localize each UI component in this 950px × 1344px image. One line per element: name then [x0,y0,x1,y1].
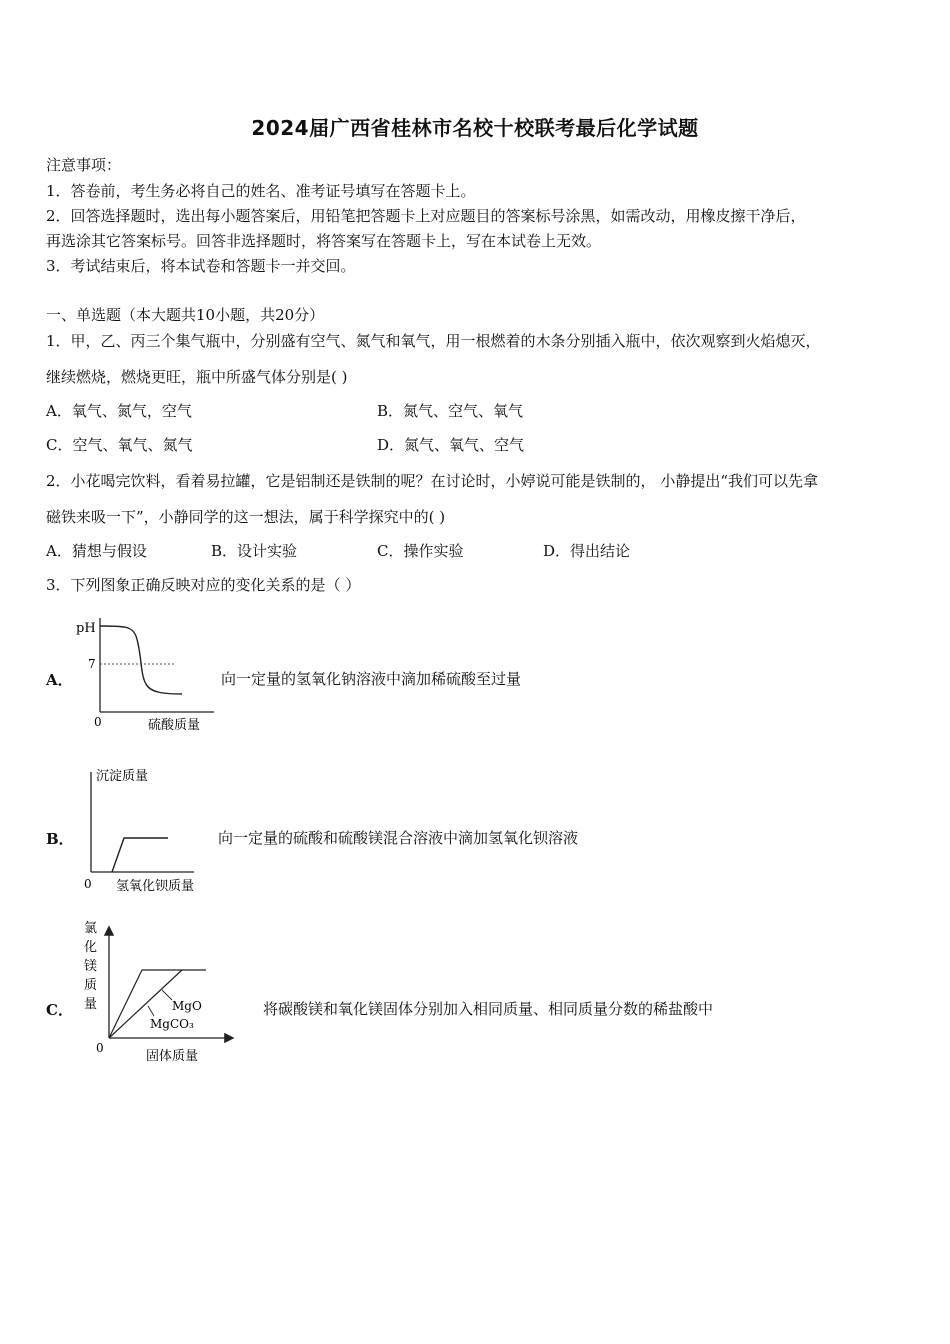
q3-option-c-label: C． [46,1001,73,1019]
mgo-label: MgO [172,999,202,1013]
notice-item-1: 1．答卷前，考生务必将自己的姓名、准考证号填写在答题卡上。 [46,182,476,200]
precipitate-curve [112,838,168,872]
q3-option-a-graph [74,612,224,737]
q3-option-a-label: A． [46,671,73,689]
q2-option-b: B．设计实验 [211,542,298,560]
q1-option-d: D．氮气、氧气、空气 [377,436,525,454]
origin-label: 0 [94,715,102,729]
q3-option-b-label: B． [46,830,74,848]
q1-option-c: C．空气、氧气、氮气 [46,436,193,454]
ph7-tick-label: 7 [88,657,96,671]
y-axis-label-4: 质 [84,978,98,993]
q2-stem-line2: 磁铁来吸一下”，小静同学的这一想法，属于科学探究中的( ) [46,508,446,526]
q3-stem: 3．下列图象正确反映对应的变化关系的是（ ） [46,576,361,594]
ph-curve [100,626,182,694]
y-axis-label: pH [76,621,96,636]
q3-option-a-desc: 向一定量的氢氧化钠溶液中滴加稀硫酸至过量 [221,670,522,688]
notice-item-3: 3．考试结束后，将本试卷和答题卡一并交回。 [46,257,356,275]
q1-option-b: B．氮气、空气、氧气 [377,402,524,420]
y-axis-label-1: 氯 [84,921,98,936]
page-title: 2024届广西省桂林市名校十校联考最后化学试题 [251,116,699,140]
mgo-leader [162,990,172,1000]
q3-option-b-graph [76,760,226,898]
x-axis-label: 固体质量 [146,1049,199,1064]
origin-label: 0 [96,1041,104,1055]
x-axis-label: 氢氧化钡质量 [116,879,195,894]
y-axis-label-5: 量 [84,997,98,1012]
q1-stem-line1: 1．甲，乙、丙三个集气瓶中，分别盛有空气、氮气和氧气，用一根燃着的木条分别插入瓶中，依次观察到火焰熄灭， [46,332,821,350]
x-axis-label: 硫酸质量 [148,718,201,733]
notice-item-2: 2．回答选择题时，选出每小题答案后，用铅笔把答题卡上对应题目的答案标号涂黑，如需改动，用橡皮擦干净后， [46,207,806,225]
q2-option-d: D．得出结论 [543,542,631,560]
q3-option-c-graph [82,918,242,1068]
mgco3-label: MgCO₃ [150,1017,194,1031]
q2-stem-line1: 2．小花喝完饮料，看着易拉罐，它是铝制还是铁制的呢？在讨论时，小婷说可能是铁制的， 小静提出“我们可以先拿 [46,472,818,490]
origin-label: 0 [84,877,92,891]
notice-heading: 注意事项： [46,156,122,174]
q2-option-c: C．操作实验 [377,542,464,560]
section-heading: 一、单选题（本大题共10小题，共20分） [46,306,325,324]
mgco3-leader [148,1006,154,1016]
q1-option-a: A．氧气、氮气，空气 [46,402,192,420]
y-axis-label-2: 化 [84,940,98,955]
q3-option-b-desc: 向一定量的硫酸和硫酸镁混合溶液中滴加氢氧化钡溶液 [218,829,579,847]
y-axis-label-3: 镁 [84,959,98,974]
q2-option-a: A．猜想与假设 [46,542,147,560]
notice-item-2-cont: 再选涂其它答案标号。回答非选择题时，将答案写在答题卡上，写在本试卷上无效。 [46,232,602,250]
y-axis-label: 沉淀质量 [96,769,149,784]
q3-option-c-desc: 将碳酸镁和氧化镁固体分别加入相同质量、相同质量分数的稀盐酸中 [263,1000,714,1018]
q1-stem-line2: 继续燃烧，燃烧更旺，瓶中所盛气体分别是( ) [46,368,348,386]
